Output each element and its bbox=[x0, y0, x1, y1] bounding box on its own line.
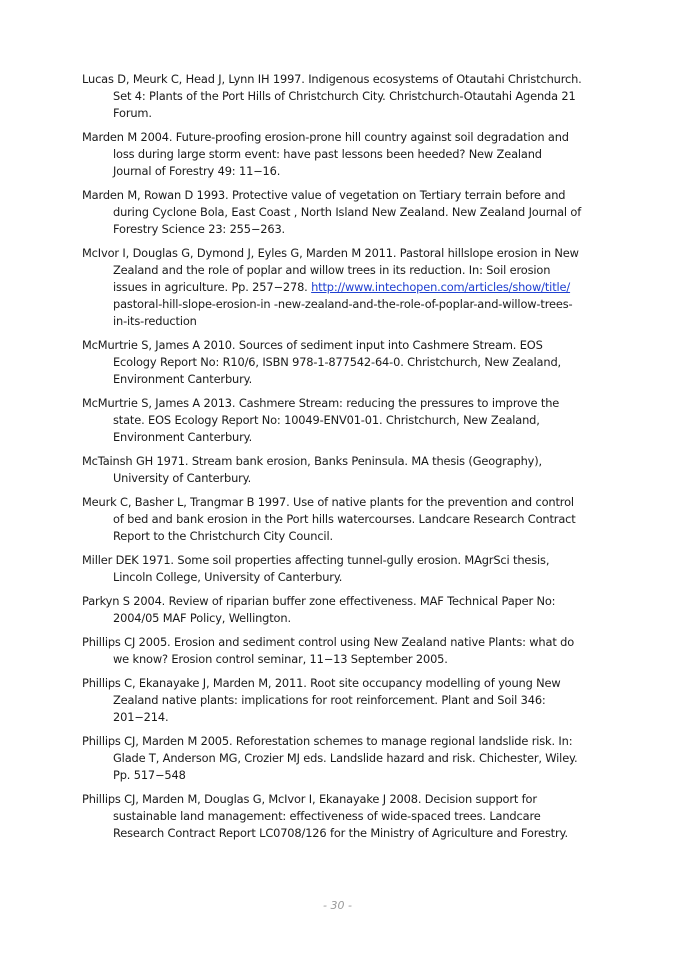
reference-entry bbox=[82, 634, 582, 668]
reference-text: Phillips CJ, Marden M, Douglas G, McIvor I, Ekanayake J 2008. Decision support for sustainable land management: effectiveness of wide-spaced trees. Landcare Research Contract Report LC0708/126 for the Ministry of Agriculture and Forestry. bbox=[82, 792, 568, 840]
reference-entry bbox=[82, 593, 582, 627]
reference-list bbox=[82, 71, 582, 849]
reference-text: Marden M, Rowan D 1993. Protective value of vegetation on Tertiary terrain before and during Cyclone Bola, East Coast , North Island New Zealand. New Zealand Journal of Forestry Science 23: 255−263. bbox=[82, 188, 582, 236]
reference-text: Parkyn S 2004. Review of riparian buffer zone effectiveness. MAF Technical Paper No: 2004/05 MAF Policy, Wellington. bbox=[82, 594, 556, 625]
reference-text: Phillips CJ 2005. Erosion and sediment control using New Zealand native Plants: what do we know? Erosion control seminar, 11−13 September 2005. bbox=[82, 635, 575, 666]
reference-text: Phillips C, Ekanayake J, Marden M, 2011. Root site occupancy modelling of young New Zealand native plants: implications for root reinforcement. Plant and Soil 346: 201−214. bbox=[82, 676, 561, 724]
reference-entry bbox=[82, 187, 582, 238]
reference-entry bbox=[82, 791, 582, 842]
reference-entry bbox=[82, 71, 582, 122]
reference-entry bbox=[82, 494, 582, 545]
reference-entry bbox=[82, 733, 582, 784]
reference-entry bbox=[82, 675, 582, 726]
page-number: - 30 - bbox=[323, 899, 352, 912]
reference-text: McMurtrie S, James A 2013. Cashmere Stream: reducing the pressures to improve the state. EOS Ecology Report No: 10049-ENV01-01. Christchurch, New Zealand, Environment Canterbury. bbox=[82, 396, 560, 444]
reference-text: Phillips CJ, Marden M 2005. Reforestation schemes to manage regional landslide risk. In: Glade T, Anderson MG, Crozier MJ eds. Landslide hazard and risk. Chichester, Wiley. Pp. 517−548 bbox=[82, 734, 578, 782]
reference-text: Meurk C, Basher L, Trangmar B 1997. Use of native plants for the prevention and control of bed and bank erosion in the Port hills watercourses. Landcare Research Contract Report to the Christchurch City Council. bbox=[82, 495, 576, 543]
reference-text: McTainsh GH 1971. Stream bank erosion, Banks Peninsula. MA thesis (Geography), University of Canterbury. bbox=[82, 454, 543, 485]
reference-entry bbox=[82, 337, 582, 388]
reference-text: Miller DEK 1971. Some soil properties affecting tunnel-gully erosion. MAgrSci thesis, Lincoln College, University of Canterbury. bbox=[82, 553, 550, 584]
reference-text: Lucas D, Meurk C, Head J, Lynn IH 1997. Indigenous ecosystems of Otautahi Christchurch. Set 4: Plants of the Port Hills of Christchurch City. Christchurch-Otautahi Agenda 21 Forum. bbox=[82, 72, 582, 120]
reference-entry bbox=[82, 245, 582, 330]
reference-link[interactable]: http://www.intechopen.com/articles/show/title/ bbox=[311, 280, 571, 294]
reference-text: McIvor I, Douglas G, Dymond J, Eyles G, Marden M 2011. Pastoral hillslope erosion in New Zealand and the role of poplar and willow trees in its reduction. In: Soil erosion issues in agriculture. Pp. 257−278. bbox=[82, 246, 579, 294]
reference-link-continuation: pastoral-hill-slope-erosion-in -new-zealand-and-the-role-of-poplar-and-willow-trees-in-its-reduction bbox=[113, 297, 573, 328]
reference-entry bbox=[82, 552, 582, 586]
reference-text: McMurtrie S, James A 2010. Sources of sediment input into Cashmere Stream. EOS Ecology Report No: R10/6, ISBN 978-1-877542-64-0. Christchurch, New Zealand, Environment Canterbury. bbox=[82, 338, 562, 386]
reference-entry bbox=[82, 395, 582, 446]
reference-text: Marden M 2004. Future-proofing erosion-prone hill country against soil degradation and loss during large storm event: have past lessons been heeded? New Zealand Journal of Forestry 49: 11−16. bbox=[82, 130, 569, 178]
reference-entry bbox=[82, 453, 582, 487]
reference-entry bbox=[82, 129, 582, 180]
